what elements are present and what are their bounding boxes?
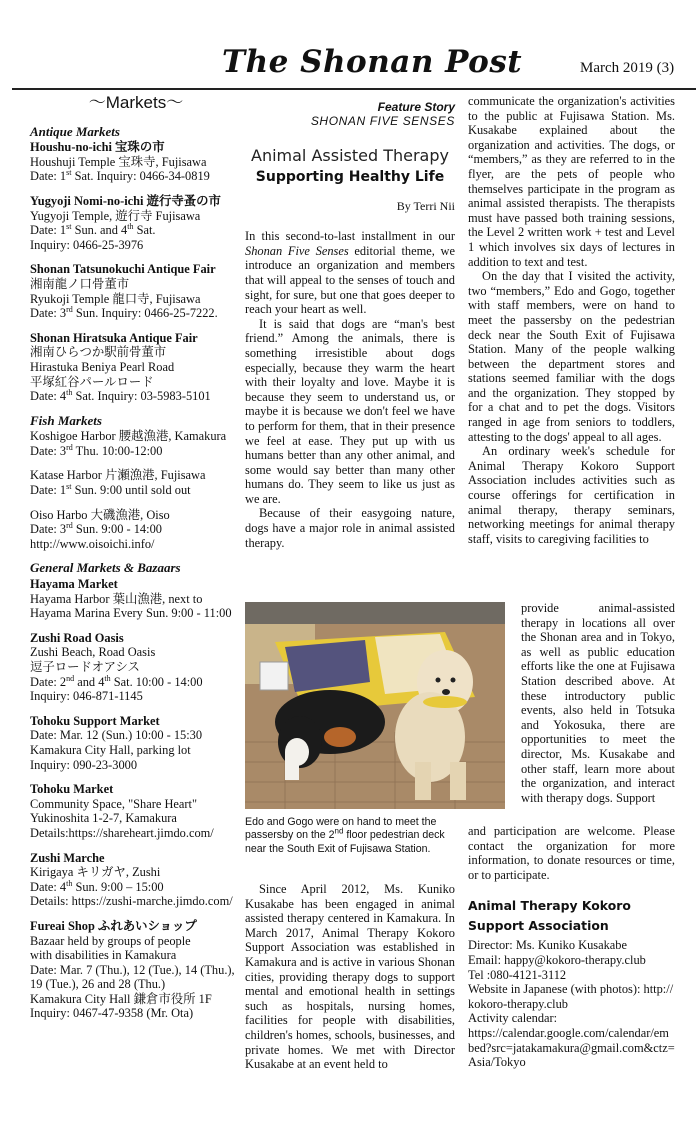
- organization-name: Animal Therapy Kokoro Support Association: [468, 898, 631, 934]
- market-detail: Kirigaya キリガヤ, Zushi: [30, 865, 161, 880]
- market-detail: 逗子ロードオアシス: [30, 660, 140, 674]
- paragraph-since-2012: Since April 2012, Ms. Kuniko Kusakabe has been engaged in animal assisted therapy centered in Kamakura. In March 2017, Animal Therapy Kokoro Support Association was established in Kamakura and is active in various Shonan cities, providing therapy dogs to support mental and emotional health in settings such as hospitals, nursing homes, facilities for people with disabilities, children's homes, schools, businesses, and private homes. We met with Director Kusakabe at an event held to: [245, 882, 455, 1072]
- market-entry: [30, 919, 242, 1021]
- market-entry: [30, 429, 242, 458]
- contact-line: Email: happy@kokoro-therapy.club: [468, 952, 646, 967]
- market-detail: Kamakura City Hall, parking lot: [30, 742, 191, 757]
- market-detail: Date: 3rd Sun. 9:00 - 14:00: [30, 521, 162, 537]
- masthead-divider: [12, 88, 696, 90]
- market-category: General Markets & Bazaars: [30, 560, 181, 576]
- market-entry: [30, 194, 242, 252]
- newspaper-title: The Shonan Post: [222, 44, 523, 80]
- market-entry: [30, 331, 242, 404]
- market-detail: Ryukoji Temple 龍口寺, Fujisawa: [30, 291, 201, 306]
- market-detail: Date: 3rd Sun. Inquiry: 0466-25-7222.: [30, 305, 218, 321]
- contact-line: Director: Ms. Kuniko Kusakabe: [468, 938, 627, 953]
- organization-contact: [468, 938, 675, 1069]
- market-detail: Date: Mar. 7 (Thu.), 12 (Tue.), 14 (Thu.),: [30, 962, 235, 977]
- market-name: Tohoku Support Market: [30, 713, 160, 728]
- market-category: Fish Markets: [30, 412, 102, 428]
- contact-line: Tel :080-4121-3112: [468, 967, 567, 982]
- market-detail: with disabilities in Kamakura: [30, 948, 177, 963]
- market-entry: [30, 508, 242, 552]
- article-subhead: Supporting Healthy Life: [255, 168, 445, 185]
- market-name: Shonan Hiratsuka Antique Fair: [30, 330, 198, 345]
- dogs-photo: [245, 602, 505, 809]
- market-entry: [30, 851, 242, 909]
- market-detail: http://www.oisoichi.info/: [30, 536, 155, 551]
- market-detail: Community Space, "Share Heart": [30, 796, 198, 811]
- market-name: Hayama Market: [30, 577, 118, 592]
- market-detail: Date: 1st Sun. 9:00 until sold out: [30, 481, 191, 498]
- market-detail: Details:https://shareheart.jimdo.com/: [30, 825, 214, 840]
- market-name: Tohoku Market: [30, 782, 114, 797]
- byline: By Terri Nii: [396, 198, 455, 213]
- article-column-2: [468, 94, 675, 546]
- paragraph-best-friend: It is said that dogs are “man's best friend.” Among the animals, there is something irresistible about dogs especially, because they warm the heart with their loyalty and love. Maybe it is because they seem to understand us, or maybe it is because we don't feel we have to perform for them, that in their presence we feel at ease. They put up with us humans better than any other animal, and some would say better than many other humans do. They seem to like us just as we are.: [245, 316, 455, 506]
- market-detail: Yugyoji Temple, 遊行寺 Fujisawa: [30, 208, 201, 223]
- market-entry: [30, 714, 242, 772]
- market-detail: Details: https://zushi-marche.jimdo.com/: [30, 894, 233, 909]
- market-entry: [30, 468, 242, 497]
- market-name: Fureai Shop ふれあいショップ: [30, 918, 197, 933]
- market-detail: Katase Harbor 片瀬漁港, Fujisawa: [30, 468, 206, 483]
- market-name: Zushi Marche: [30, 850, 105, 865]
- market-name: Zushi Road Oasis: [30, 630, 124, 645]
- contact-line: https://calendar.google.com/calendar/embed?src=jatakamakura@gmail.com&ctz=Asia/Tokyo: [468, 1025, 675, 1070]
- market-detail: Hayama Harbor 葉山漁港, next to: [30, 591, 203, 606]
- markets-title: 〜Markets〜: [88, 93, 184, 112]
- paragraph-communicate: communicate the organization's activities to the public at Fujisawa Station. Ms. Kusakabe explained about the organization and activities. The dogs, or “members,” as they are referred to in the flyer, are the pets of people who themselves participate in the program as animal assisted therapists. The therapists must have passed both training sessions, the Level 2 written work + test and Level 1 which involves six days of lectures in addition to text and test.: [468, 94, 675, 269]
- article-wrap-column: [521, 601, 675, 805]
- market-detail: Date: 4th Sun. 9:00 – 15:00: [30, 878, 164, 894]
- article-column-1: [245, 100, 455, 550]
- market-detail: Hayama Marina Every Sun. 9:00 - 11:00: [30, 606, 232, 621]
- paragraph-visit-day: On the day that I visited the activity, two “members,” Edo and Gogo, together with staff members, were on hand to meet the passersby on the pedestrian deck near the South Exit of Fujisawa Station. Many of the people walking between the department stores and stations seemed familiar with the dogs and the organization. They stopped by for a chat and to pet the dogs. Visitors ranged in age from seniors to toddlers, attesting to the dogs' appeal to all ages.: [468, 269, 675, 444]
- market-detail: Inquiry: 046-871-1145: [30, 689, 143, 704]
- contact-line: Website in Japanese (with photos): http://kokoro-therapy.club: [468, 982, 674, 1011]
- article-column-1-bottom: [245, 882, 455, 1072]
- market-entry: [30, 782, 242, 840]
- contact-line: Activity calendar:: [468, 1011, 558, 1026]
- market-detail: 平塚紅谷パールロード: [30, 374, 154, 389]
- dogs-photo-illustration: [245, 602, 505, 809]
- market-detail: Date: 1st Sun. and 4th Sat.: [30, 222, 156, 238]
- market-name: Shonan Tatsunokuchi Antique Fair: [30, 262, 216, 277]
- market-entry: [30, 140, 242, 184]
- market-category: Antique Markets: [30, 123, 120, 139]
- market-detail: Date: 1st Sat. Inquiry: 0466-34-0819: [30, 168, 210, 184]
- market-name: Yugyoji Nomi-no-ichi 遊行寺蚤の市: [30, 193, 221, 208]
- market-detail: 湘南龍ノ口骨董市: [30, 276, 130, 291]
- market-detail: 19 (Tue.), 26 and 28 (Thu.): [30, 977, 166, 992]
- paragraph-provide-therapy: provide animal-assisted therapy in locations all over the Shonan area and in Tokyo, as well as public education efforts like the one at Fujisawa Station described above. At these introductory public events, also held in Totsuka and Yokosuka, there are opportunities to meet the director, Ms. Kusakabe and other staff, learn more about the organization, and interact with therapy dogs. Support: [521, 601, 675, 805]
- market-detail: Inquiry: 0466-25-3976: [30, 237, 144, 252]
- market-detail: Zushi Beach, Road Oasis: [30, 645, 156, 660]
- feature-kicker: Feature Story: [377, 100, 455, 114]
- market-detail: Date: 3rd Thu. 10:00-12:00: [30, 442, 163, 458]
- market-detail: Koshigoe Harbor 腰越漁港, Kamakura: [30, 429, 227, 444]
- masthead: [0, 40, 700, 88]
- market-detail: Inquiry: 090-23-3000: [30, 757, 138, 772]
- paragraph-easygoing: Because of their easygoing nature, dogs have a major role in animal assisted therapy.: [245, 506, 455, 550]
- market-detail: Yukinoshita 1-2-7, Kamakura: [30, 811, 177, 826]
- market-detail: Date: 4th Sat. Inquiry: 03-5983-5101: [30, 387, 211, 404]
- market-detail: Bazaar held by groups of people: [30, 933, 191, 948]
- article-headline: Animal Assisted Therapy: [251, 145, 449, 165]
- series-name: SHONAN FIVE SENSES: [310, 114, 455, 128]
- market-detail: Date: 2nd and 4th Sat. 10:00 - 14:00: [30, 673, 203, 689]
- market-entry: [30, 577, 242, 621]
- market-detail: 湘南ひらつか駅前骨董市: [30, 345, 167, 360]
- paragraph-intro: In this second-to-last installment in our Shonan Five Senses editorial theme, we introduce an organization and members that will appeal to the senses of touch and sight, for sure, but one that goes deeper to reach your heart as well.: [245, 229, 455, 317]
- markets-list: [30, 125, 242, 1021]
- market-detail: Inquiry: 0467-47-9358 (Mr. Ota): [30, 1006, 194, 1021]
- market-name: Houshu-no-ichi 宝珠の市: [30, 140, 165, 155]
- market-detail: Houshuji Temple 宝珠寺, Fujisawa: [30, 154, 207, 169]
- paragraph-participation: and participation are welcome. Please contact the organization for more information, to donate resources or time, or to participate.: [468, 824, 675, 882]
- market-detail: Oiso Harbo 大磯漁港, Oiso: [30, 507, 170, 522]
- paragraph-weekly-schedule: An ordinary week's schedule for Animal Therapy Kokoro Support Association includes activities such as course offerings for certification in animal therapy, therapy seminars, networking meetings for animal therapy staff, visits to caregiving facilities to: [468, 444, 675, 546]
- markets-column: [30, 93, 242, 1031]
- market-detail: Hirastuka Beniya Pearl Road: [30, 359, 175, 374]
- photo-caption: Edo and Gogo were on hand to meet the passersby on the 2nd floor pedestrian deck near the South Exit of Fujisawa Station.: [245, 816, 445, 855]
- issue-date: March 2019 (3): [580, 60, 675, 76]
- market-entry: [30, 262, 242, 320]
- market-detail: Date: Mar. 12 (Sun.) 10:00 - 15:30: [30, 728, 203, 743]
- market-detail: Kamakura City Hall 鎌倉市役所 1F: [30, 991, 212, 1006]
- market-entry: [30, 631, 242, 704]
- article-contact-column: [468, 824, 675, 1070]
